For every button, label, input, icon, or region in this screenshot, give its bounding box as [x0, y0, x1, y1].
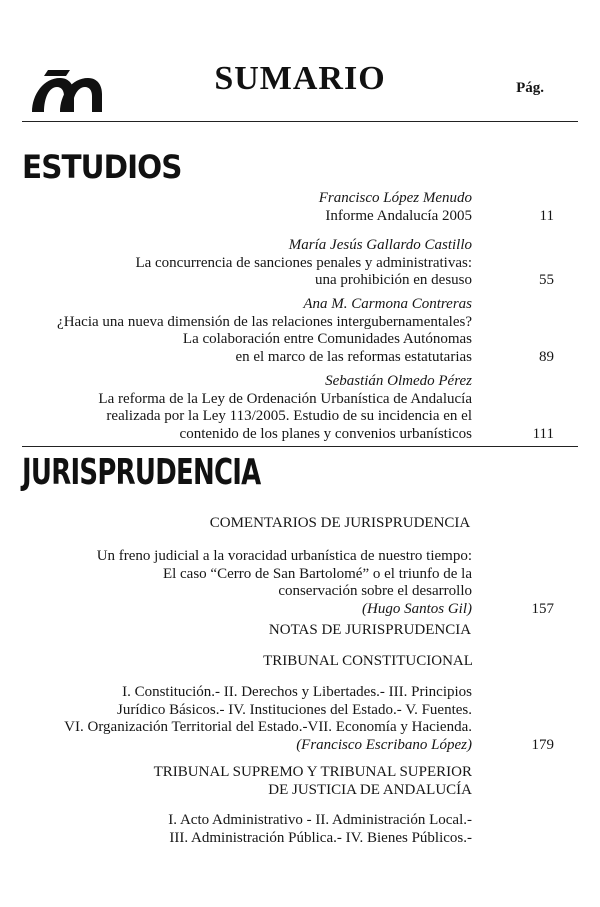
entry-title-line: Un freno judicial a la voracidad urbanística de nuestro tiempo: — [96, 548, 472, 564]
section-divider — [22, 446, 578, 447]
page-title: SUMARIO — [214, 60, 386, 97]
page-column-label: Pág. — [516, 80, 544, 96]
estudio-entry-1 — [319, 190, 472, 225]
entry-author: (Francisco Escribano López) — [296, 736, 472, 753]
estudios-heading: ESTUDIOS — [22, 148, 182, 186]
notas-heading: NOTAS DE JURISPRUDENCIA — [268, 622, 472, 638]
entry-title-line: El caso “Cerro de San Bartolomé” o el triunfo de la — [162, 565, 472, 582]
entry-page-number: 111 — [532, 425, 554, 442]
entry-author: María Jesús Gallardo Castillo — [288, 237, 472, 253]
entry-page-number: 179 — [531, 736, 554, 753]
comentario-entry — [97, 548, 472, 618]
entry-title-line: en el marco de las reformas estatutarias — [235, 348, 472, 365]
entry-title-line: una prohibición en desuso — [314, 272, 472, 288]
ts-heading — [154, 764, 472, 799]
entry-page-number: 89 — [539, 348, 554, 365]
entry-page-number: 11 — [539, 207, 554, 224]
entry-title-line: Informe Andalucía 2005 — [325, 207, 472, 224]
estudio-entry-3 — [57, 296, 472, 366]
ts-entry — [168, 812, 472, 847]
entry-title-line: contenido de los planes y convenios urbanísticos — [179, 425, 472, 442]
entry-title-line: realizada por la Ley 113/2005. Estudio de su incidencia en el — [106, 408, 472, 424]
comentarios-heading: COMENTARIOS DE JURISPRUDENCIA — [209, 515, 471, 531]
entry-title-line: I. Constitución.- II. Derechos y Libertades.- III. Principios — [122, 684, 472, 700]
jurisprudencia-heading: JURISPRUDENCIA — [22, 452, 261, 493]
entry-author: Ana M. Carmona Contreras — [303, 296, 472, 312]
entry-title-line: La reforma de la Ley de Ordenación Urbanística de Andalucía — [98, 390, 472, 407]
tc-heading: TRIBUNAL CONSTITUCIONAL — [263, 653, 473, 669]
entry-author: Sebastián Olmedo Pérez — [325, 373, 472, 389]
entry-author: Francisco López Menudo — [318, 190, 472, 206]
entry-title-line: I. Acto Administrativo - II. Administración Local.- — [168, 812, 472, 828]
entry-title-line: Jurídico Básicos.- IV. Instituciones del Estado.- V. Fuentes. — [117, 701, 472, 718]
entry-page-number: 157 — [531, 600, 554, 617]
ts-heading-line: DE JUSTICIA DE ANDALUCÍA — [268, 781, 472, 798]
entry-title-line: ¿Hacia una nueva dimensión de las relaciones intergubernamentales? — [57, 313, 472, 330]
estudio-entry-2 — [135, 237, 472, 290]
entry-title-line: La concurrencia de sanciones penales y administrativas: — [135, 254, 472, 271]
ts-heading-line: TRIBUNAL SUPREMO Y TRIBUNAL SUPERIOR — [153, 764, 472, 780]
entry-title-line: conservación sobre el desarrollo — [278, 583, 472, 599]
header-divider — [22, 121, 578, 122]
entry-title-line: La colaboración entre Comunidades Autónomas — [182, 331, 472, 347]
entry-title-line: VI. Organización Territorial del Estado.-VII. Economía y Hacienda. — [64, 719, 472, 735]
entry-page-number: 55 — [539, 272, 554, 288]
tc-entry — [64, 684, 472, 754]
estudio-entry-4 — [98, 373, 472, 443]
entry-title-line: III. Administración Pública.- IV. Bienes Públicos.- — [169, 829, 472, 846]
entry-author: (Hugo Santos Gil) — [362, 600, 472, 617]
